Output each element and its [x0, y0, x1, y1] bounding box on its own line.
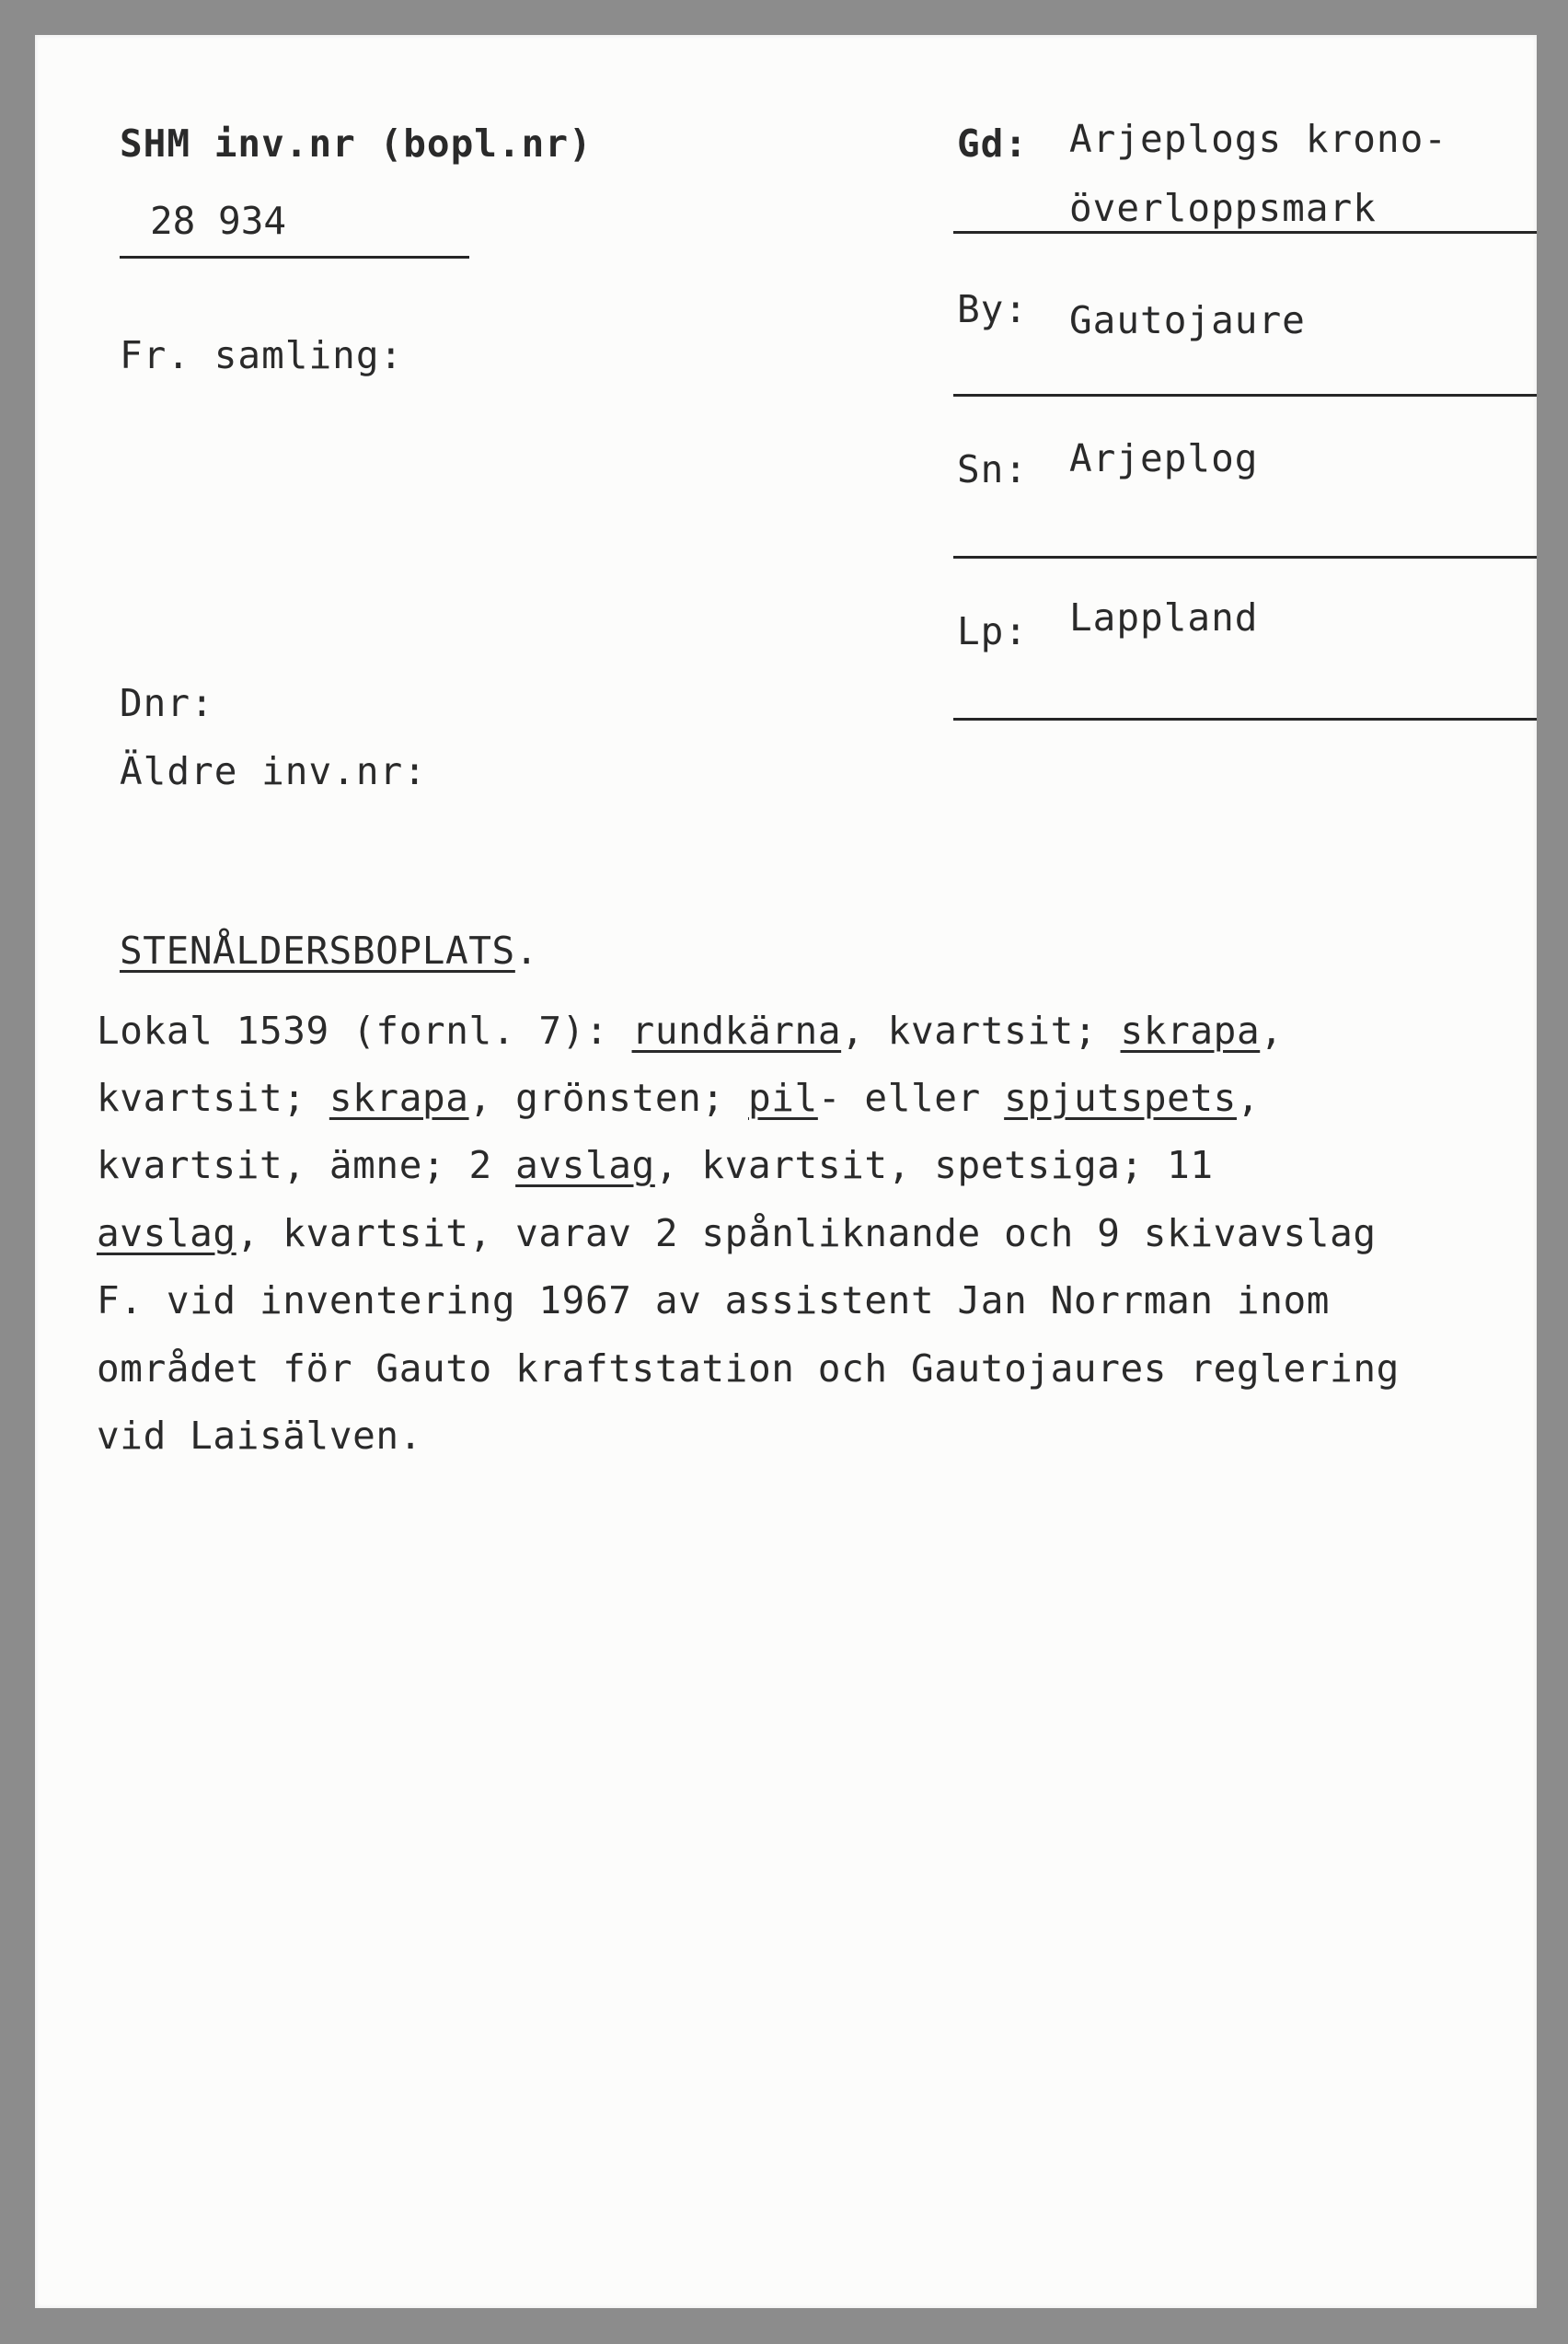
- l2-underlined-3: spjutspets: [1004, 1076, 1237, 1120]
- body-line-2: [97, 1076, 1261, 1120]
- dnr-label: Dnr:: [120, 681, 214, 725]
- gd-label: Gd:: [957, 121, 1029, 166]
- sn-value: Arjeplog: [1069, 436, 1259, 480]
- l3-text-a: kvartsit, ämne; 2: [97, 1143, 516, 1187]
- by-rule: [953, 394, 1537, 397]
- inv-number-rule: [120, 256, 469, 259]
- lp-label: Lp:: [957, 609, 1029, 653]
- fr-samling-label: Fr. samling:: [120, 333, 404, 377]
- l2-text-a: kvartsit;: [97, 1076, 329, 1120]
- l2-text-d: ,: [1236, 1076, 1261, 1120]
- l1-text-b: , kvartsit;: [841, 1009, 1121, 1053]
- aldre-inv-label: Äldre inv.nr:: [120, 749, 427, 793]
- l2-underlined-2: pil: [747, 1076, 818, 1120]
- gd-value-line2: överloppsmark: [1069, 186, 1377, 230]
- l2-text-c: - eller: [817, 1076, 1005, 1120]
- l2-text-b: , grönsten;: [468, 1076, 748, 1120]
- sn-label: Sn:: [957, 447, 1029, 491]
- l3-underlined-1: avslag: [515, 1143, 655, 1187]
- sn-rule: [953, 556, 1537, 559]
- l1-text-c: ,: [1260, 1009, 1284, 1053]
- heading-text: STENÅLDERSBOPLATS: [120, 929, 515, 973]
- body-line-7: vid Laisälven.: [97, 1414, 422, 1458]
- gd-rule: [953, 231, 1537, 234]
- by-label: By:: [957, 287, 1029, 331]
- gd-value-line1: Arjeplogs krono-: [1069, 117, 1447, 161]
- l2-underlined-1: skrapa: [329, 1076, 469, 1120]
- inv-number: 28 934: [150, 199, 287, 243]
- heading: [120, 929, 539, 973]
- l3-text-b: , kvartsit, spetsiga; 11: [654, 1143, 1214, 1187]
- body-line-3: [97, 1143, 1214, 1187]
- l4-underlined-1: avslag: [97, 1211, 236, 1255]
- l4-text-a: , kvartsit, varav 2 spånliknande och 9 skivavslag: [236, 1211, 1377, 1255]
- l1-underlined-2: skrapa: [1120, 1009, 1261, 1053]
- lp-value: Lappland: [1069, 595, 1259, 640]
- l1-underlined-1: rundkärna: [631, 1009, 842, 1053]
- by-value: Gautojaure: [1069, 298, 1306, 342]
- body-line-4: [97, 1211, 1377, 1255]
- body-line-5: F. vid inventering 1967 av assistent Jan Norrman inom: [97, 1278, 1331, 1322]
- body-line-1: [97, 1009, 1284, 1053]
- lp-rule: [953, 718, 1537, 721]
- catalog-card: [35, 35, 1537, 2308]
- body-line-6: området för Gauto kraftstation och Gautojaures reglering: [97, 1346, 1400, 1391]
- heading-dot: .: [514, 929, 539, 973]
- l1-text-a: Lokal 1539 (fornl. 7):: [97, 1009, 632, 1053]
- shm-inv-label: SHM inv.nr (bopl.nr): [120, 121, 593, 166]
